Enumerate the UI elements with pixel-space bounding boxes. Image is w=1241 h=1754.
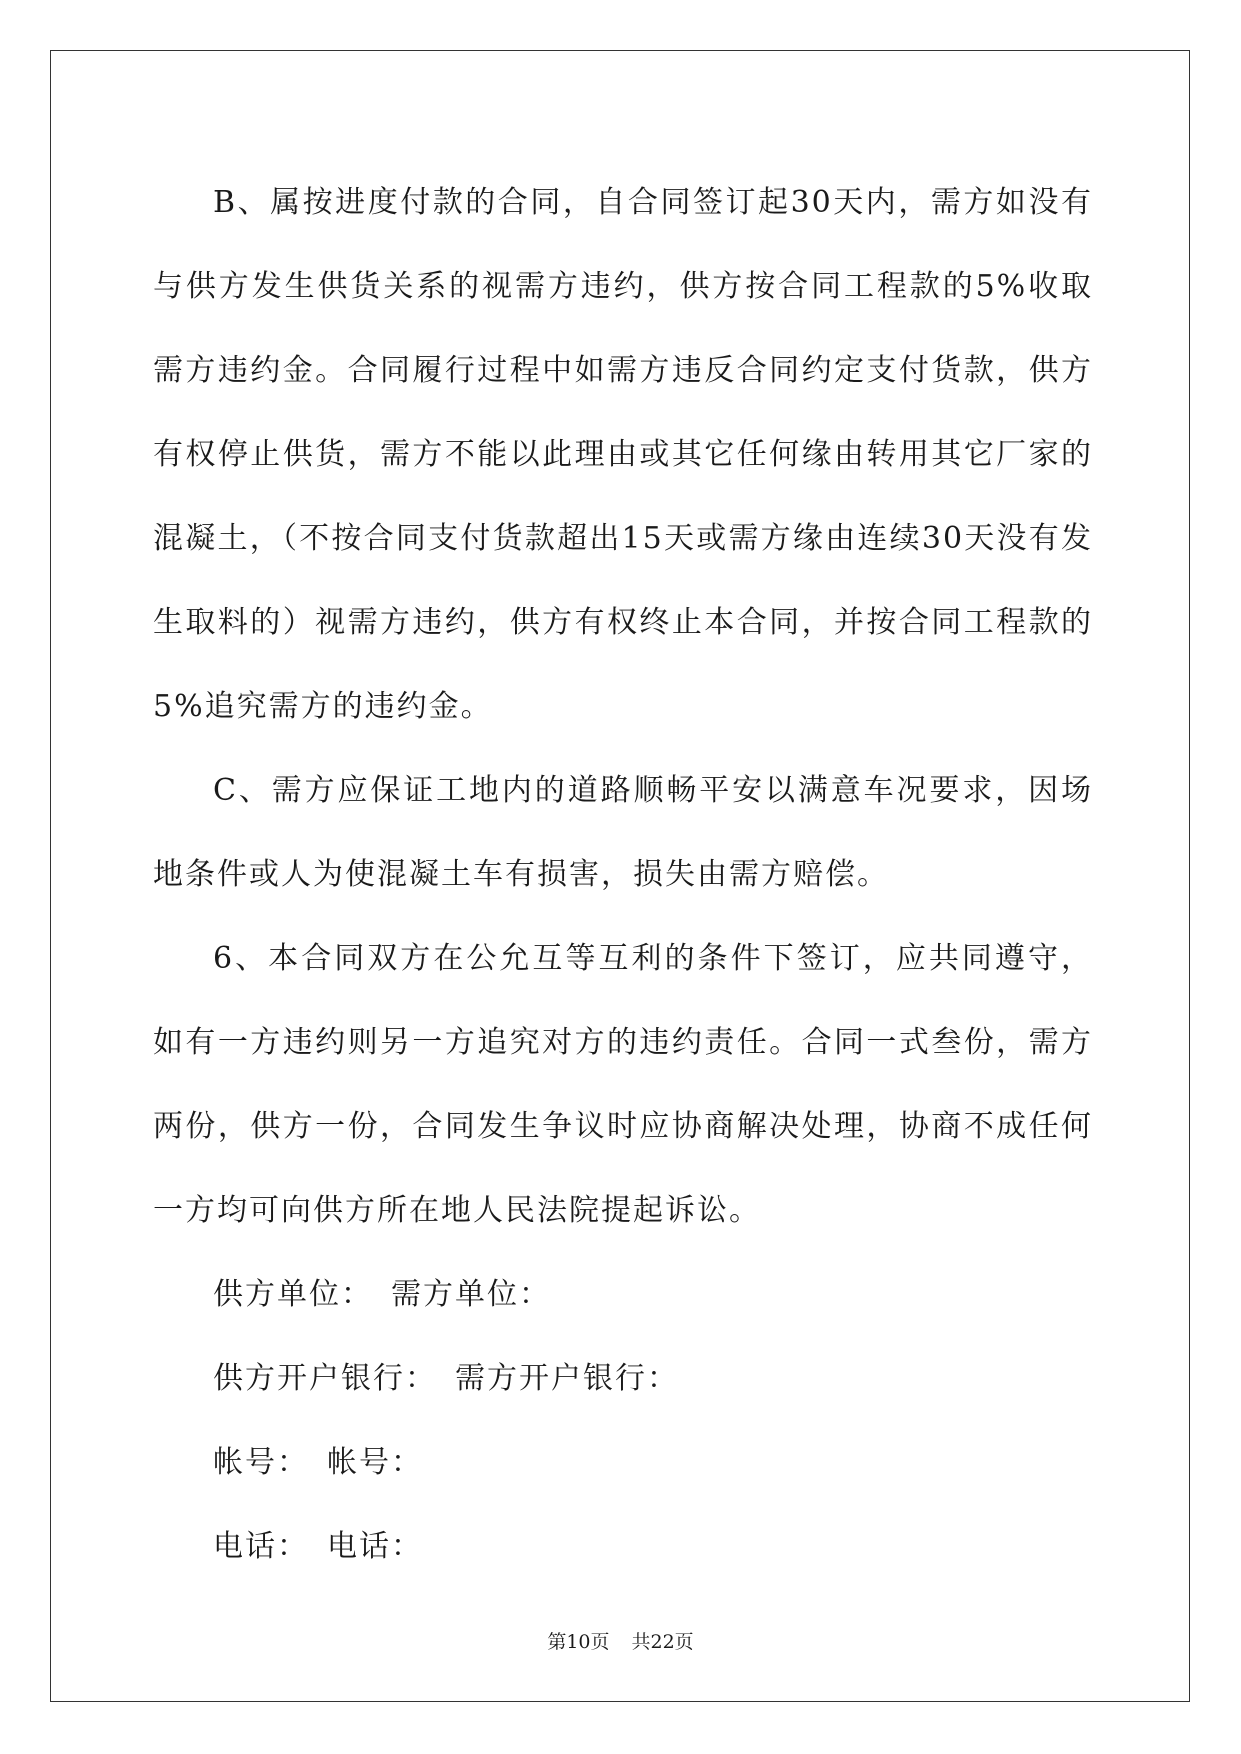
field-row-account xyxy=(153,1421,1093,1505)
supplier-bank-label: 供方开户银行： xyxy=(213,1361,437,1396)
supplier-unit-label: 供方单位： xyxy=(213,1277,373,1312)
page-number: 第10页 xyxy=(547,1631,610,1653)
buyer-bank-label: 需方开户银行： xyxy=(455,1361,679,1396)
paragraph-dispute-resolution: 6、本合同双方在公允互等互利的条件下签订，应共同遵守，如有一方违约则另一方追究对方的违约责任。合同一式叁份，需方两份，供方一份，合同发生争议时应协商解决处理，协商不成任何一方均可向供方所在地人民法院提起诉讼。 xyxy=(153,941,1093,1228)
buyer-unit-label: 需方单位： xyxy=(391,1277,551,1312)
supplier-phone-label: 电话： xyxy=(213,1529,309,1564)
field-row-phone xyxy=(153,1505,1093,1589)
page-footer xyxy=(0,1627,1241,1654)
field-row-bank xyxy=(153,1337,1093,1421)
document-body xyxy=(153,161,1093,1589)
paragraph-payment-terms: B、属按进度付款的合同，自合同签订起30天内，需方如没有与供方发生供货关系的视需方违约，供方按合同工程款的5%收取需方违约金。合同履行过程中如需方违反合同约定支付货款，供方有权停止供货，需方不能以此理由或其它任何缘由转用其它厂家的混凝土，（不按合同支付货款超出15天或需方缘由连续30天没有发生取料的）视需方违约，供方有权终止本合同，并按合同工程款的5%追究需方的违约金。 xyxy=(153,185,1093,724)
field-row-unit xyxy=(153,1253,1093,1337)
supplier-account-label: 帐号： xyxy=(213,1445,309,1480)
paragraph-site-conditions: C、需方应保证工地内的道路顺畅平安以满意车况要求，因场地条件或人为使混凝土车有损害，损失由需方赔偿。 xyxy=(153,773,1093,892)
page-total: 共22页 xyxy=(631,1631,694,1653)
buyer-phone-label: 电话： xyxy=(327,1529,423,1564)
buyer-account-label: 帐号： xyxy=(327,1445,423,1480)
